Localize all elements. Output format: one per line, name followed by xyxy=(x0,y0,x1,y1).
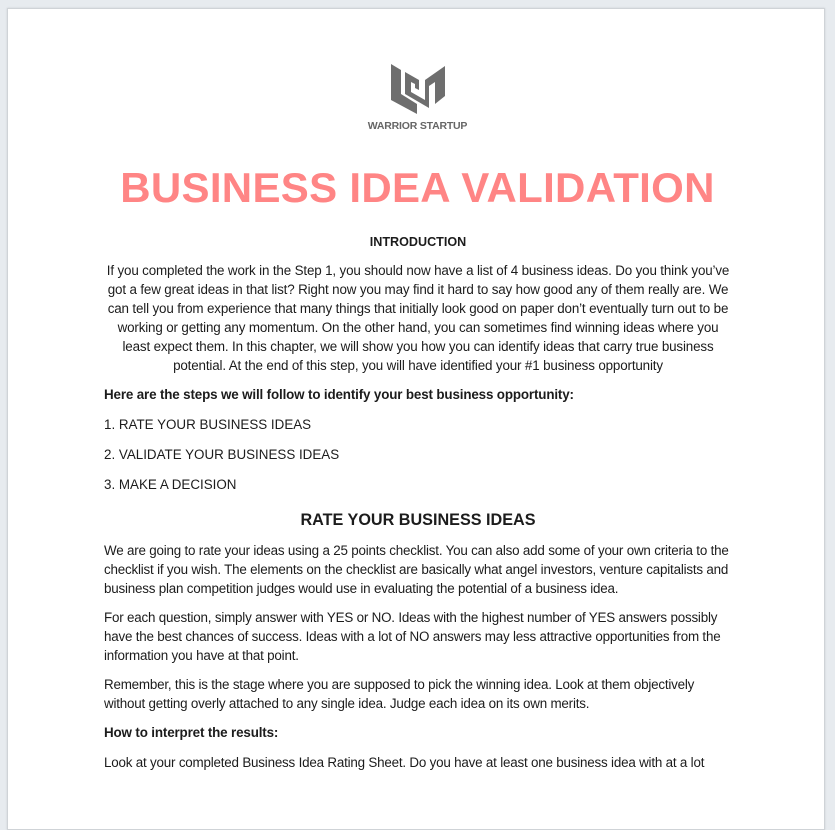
step-item: 3. MAKE A DECISION xyxy=(104,477,237,492)
intro-heading: INTRODUCTION xyxy=(369,235,467,249)
document-body xyxy=(104,233,732,782)
section-heading: RATE YOUR BUSINESS IDEAS xyxy=(300,511,536,529)
logo-text: WARRIOR STARTUP xyxy=(367,120,468,132)
step-item: 2. VALIDATE YOUR BUSINESS IDEAS xyxy=(104,447,340,462)
paragraph: Look at your completed Business Idea Rating Sheet. Do you have at least one business idea with at a lot xyxy=(104,755,705,770)
interpret-heading: How to interpret the results: xyxy=(104,725,279,740)
paragraph: We are going to rate your ideas using a 25 points checklist. You can also add some of your own criteria to the checklist if you wish. The elements on the checklist are basically what angel investors, venture capitalists and business plan competition judges would use in evaluating the potential of a business idea. xyxy=(104,543,729,596)
paragraph: Remember, this is the stage where you are supposed to pick the winning idea. Look at them objectively without getting overly attached to any single idea. Judge each idea on its own merits. xyxy=(104,677,695,711)
steps-heading: Here are the steps we will follow to identify your best business opportunity: xyxy=(104,387,574,402)
document-title: BUSINESS IDEA VALIDATION xyxy=(120,164,715,211)
paragraph: For each question, simply answer with YES or NO. Ideas with the highest number of YES answers possibly have the best chances of success. Ideas with a lot of NO answers may less attractive opportunities from the information you have at that point. xyxy=(104,610,721,663)
intro-paragraph: If you completed the work in the Step 1, you should now have a list of 4 business ideas. Do you think you’ve got a few great ideas in that list? Right now you may find it hard to say how good any of them really are. We can tell you from experience that many things that initially look good on paper don’t eventually turn out to be working or getting any momentum. On the other hand, you can sometimes find winning ideas where you least expect them. In this chapter, we will show you how you can identify ideas that carry true business potential. At the end of this step, you will have identified your #1 business opportunity xyxy=(106,263,730,373)
step-item: 1. RATE YOUR BUSINESS IDEAS xyxy=(104,417,312,432)
warrior-startup-logo-icon xyxy=(389,58,447,114)
